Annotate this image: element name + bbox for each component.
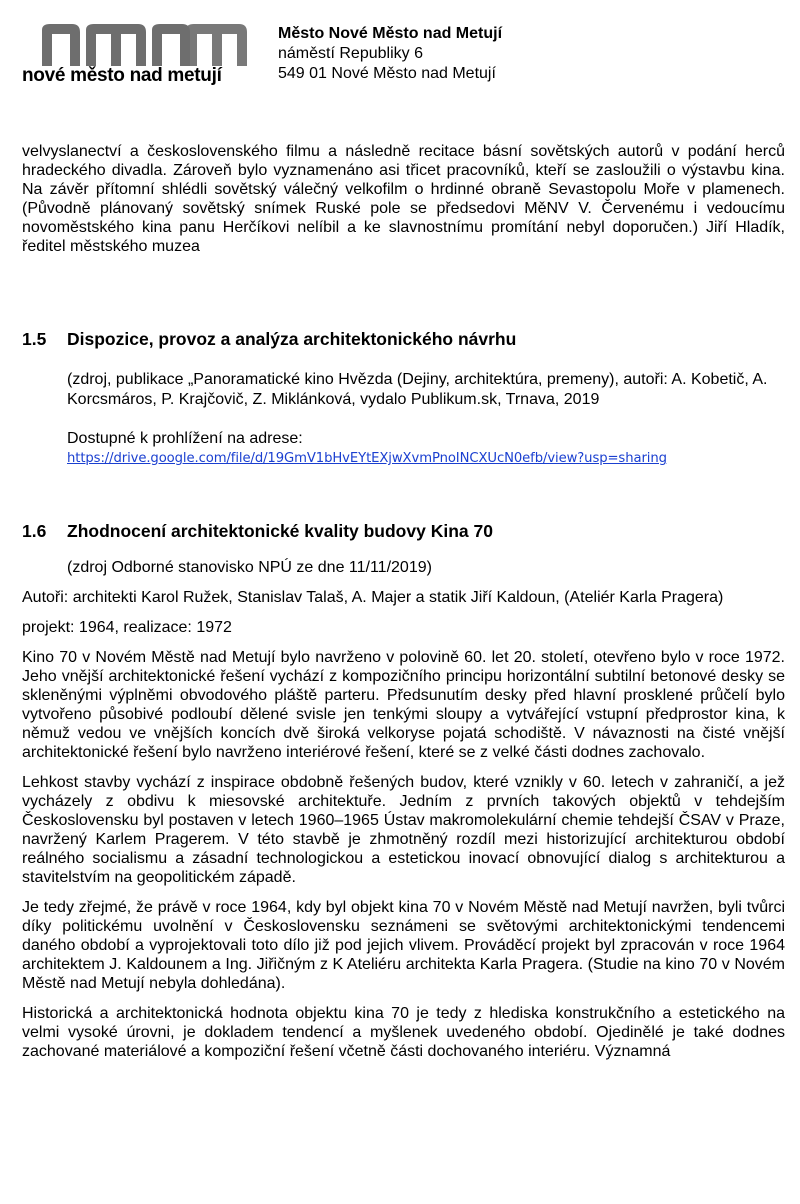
document-body [22,142,785,1072]
address-city: 549 01 Nové Město nad Metují [278,65,496,82]
body-paragraph: Je tedy zřejmé, že právě v roce 1964, kdy byl objekt kina 70 v Novém Městě nad Metují navržen, byli tvůrci díky politickému uvolnění v Československu seznámeni se světovými architektonickými tendencemi daného období a vyprojektovali toto dílo již pod jejich vlivem. Prováděcí projekt byl zpracován v roce 1964 architektem J. Kaldounem a Ing. Jiřičným z K Ateliéru architekta Karla Pragera. (Studie na kino 70 v Novém Městě nad Metují nebyla dohledána). [22,899,785,992]
address-block [278,24,502,84]
document-link[interactable]: https://drive.google.com/file/d/19GmV1bHvEYtEXjwXvmPnoINCXUcN0efb/view?usp=sharing [67,451,667,466]
body-paragraph: Kino 70 v Novém Městě nad Metují bylo navrženo v polovině 60. let 20. století, otevřeno bylo v roce 1972. Jeho vnější architektonické řešení vychází z kompozičního principu horizontální subtilní betonové desky se skleněnými výplněmi obvodového pláště parteru. Předsunutím desky před hlavní prosklené průčelí bylo vytvořeno působivé podloubí dělené svisle jen tenkými sloupy a vytvářející vstupní předprostor kina, k němuž vedou ve vnějších koncích dvě široká velkoryse pojatá schodiště. V návaznosti na čisté vnější architektonické řešení bylo navrženo interiérové řešení, které se z velké části dodnes zachovalo. [22,649,785,761]
section-heading-1-6 [22,520,785,542]
body-paragraph: Historická a architektonická hodnota objektu kina 70 je tedy z hlediska konstrukčního a estetického na velmi vysoké úrovni, je dokladem tendencí a myšlenek uvedeného období. Ojedinělé je také dodnes zachované materiálové a kompoziční řešení včetně části dochovaného interiéru. Významná [22,1005,785,1060]
authors-paragraph: Autoři: architekti Karol Ružek, Stanislav Talaš, A. Majer a statik Jiří Kaldoun, (Ateliér Karla Pragera) [22,589,724,606]
section-number: 1.5 [22,329,47,349]
source-note: (zdroj Odborné stanovisko NPÚ ze dne 11/11/2019) [67,559,432,576]
intro-paragraph: velvyslanectví a československého filmu a následně recitace básní sovětských autorů v podání herců hradeckého divadla. Zároveň bylo vyznamenáno asi třicet pracovníků, kteří se zasloužili o výstavbu kina. Na závěr přítomní shlédli sovětský válečný velkofilm o hrdinné obraně Sevastopolu Moře v plamenech. (Původně plánovaný sovětský snímek Ruské pole se předsedovi MěNV V. Červenému i vedoucímu novoměstského kina panu Herčíkovi nelíbil a ke slavnostnímu promítání nebyl doporučen.) Jiří Hladík, ředitel městského muzea [22,143,785,255]
section-title: Zhodnocení architektonické kvality budovy Kina 70 [67,521,493,541]
link-line [22,448,785,468]
logo-graphic-icon [42,20,247,66]
letterhead [0,0,800,110]
available-label: Dostupné k prohlížení na adrese: [67,430,303,447]
source-note: (zdroj, publikace „Panoramatické kino Hvězda (Dejiny, architektúra, premeny), autoři: A. Kobetič, A. Korcsmáros, P. Krajčovič, Z. Miklánková, vydalo Publikum.sk, Trnava, 2019 [67,371,768,408]
logo-text: nové město nad metují [22,65,222,86]
address-street: náměstí Republiky 6 [278,45,423,62]
section-heading-1-5 [22,328,785,350]
address-name: Město Nové Město nad Metují [278,25,503,42]
section-title: Dispozice, provoz a analýza architektonického návrhu [67,329,517,349]
section-number: 1.6 [22,521,47,541]
body-paragraph: Lehkost stavby vychází z inspirace obdobně řešených budov, které vznikly v 60. letech v zahraničí, a jež vycházely z obdivu k miesovské architektuře. Jedním z prvních takových objektů v tehdejším Československu byl postaven v letech 1960–1965 Ústav makromolekulární chemie tehdejší ČSAV v Praze, navržený Karlem Pragerem. V této stavbě je zhmotněný rozdíl mezi historizující architekturou období reálného socialismu a zásadní technologickou a estetickou inovací obnovující dialog s architekturou a stavitelstvím na geopolitickém západě. [22,774,785,886]
project-paragraph: projekt: 1964, realizace: 1972 [22,619,232,636]
city-logo [22,20,247,86]
